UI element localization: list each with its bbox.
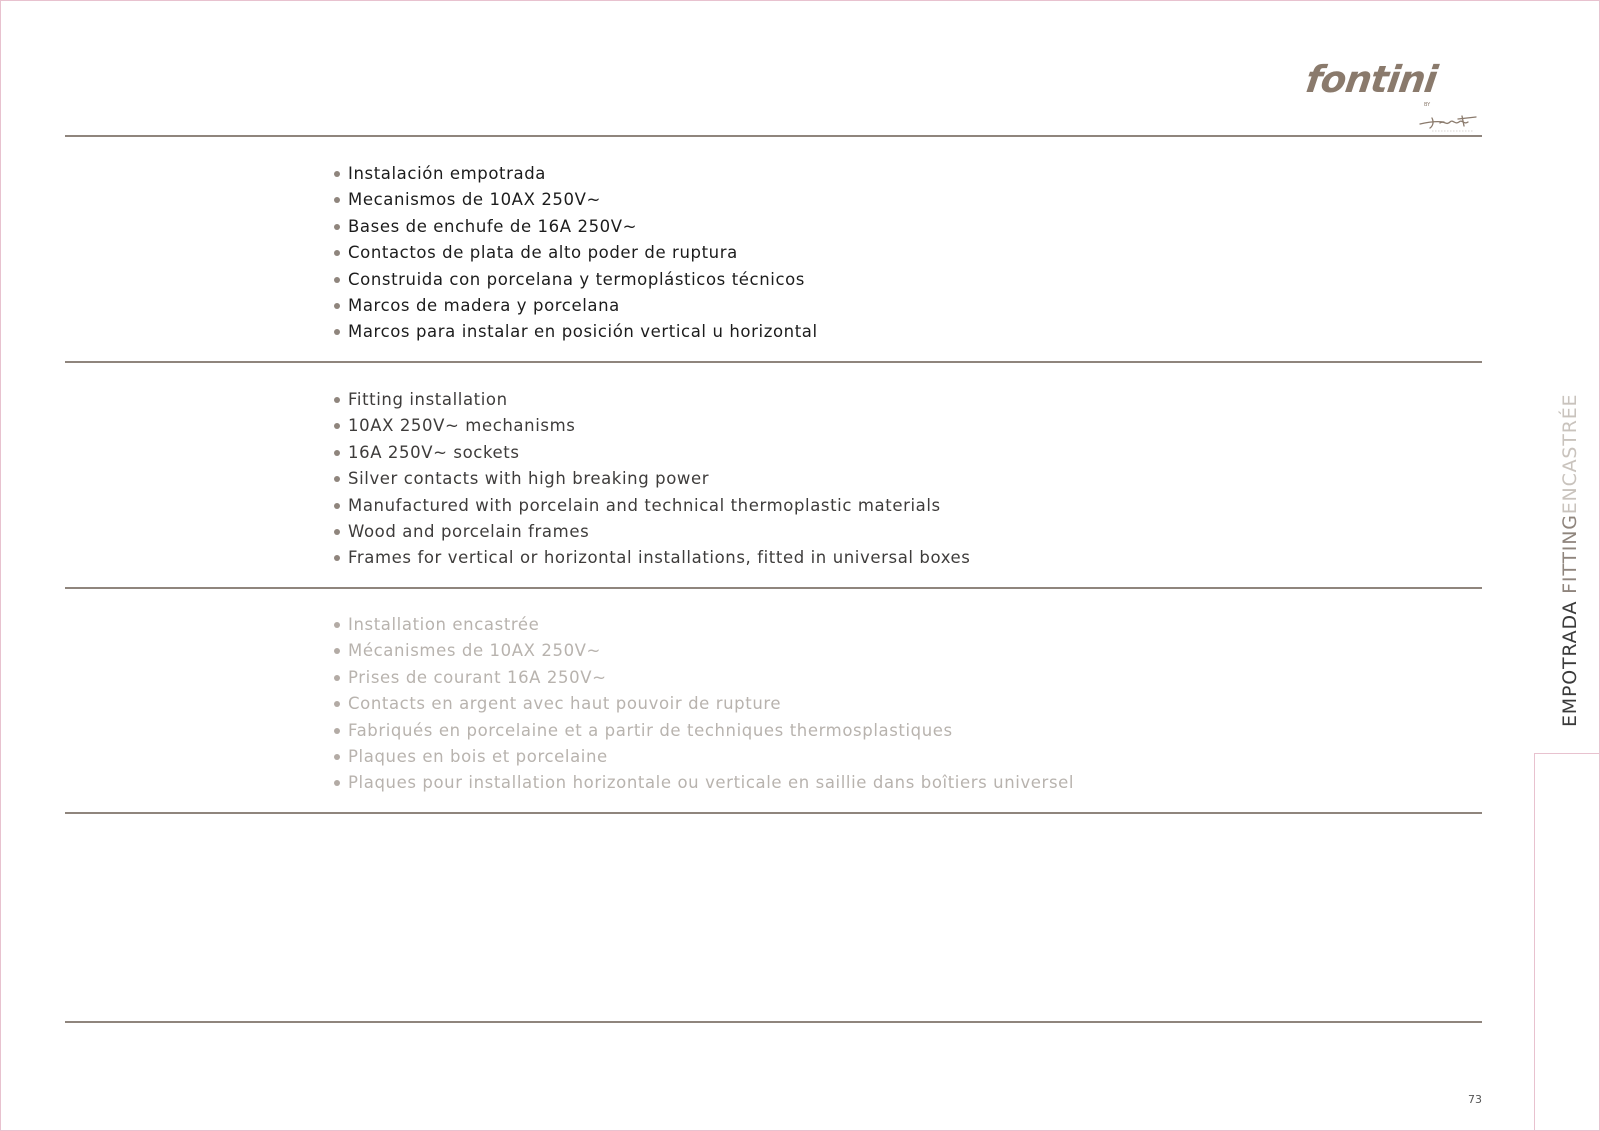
list-item-text: Contactos de plata de alto poder de ruptura	[348, 243, 738, 263]
page-number: 73	[1468, 1093, 1482, 1106]
english-features-list	[334, 387, 971, 572]
bullet-icon	[334, 397, 340, 403]
list-item	[334, 267, 818, 293]
list-item-text: Plaques pour installation horizontale ou verticale en saillie dans boîtiers universel	[348, 773, 1075, 793]
list-item	[334, 665, 1074, 691]
bullet-icon	[334, 780, 340, 786]
divider-2	[65, 587, 1482, 589]
list-item-text: Mecanismos de 10AX 250V~	[348, 190, 601, 210]
side-tab	[1534, 753, 1600, 1131]
divider-3	[65, 812, 1482, 814]
bullet-icon	[334, 754, 340, 760]
list-item-text: Wood and porcelain frames	[348, 521, 590, 541]
bullet-icon	[334, 171, 340, 177]
logo-wordmark: fontini	[1303, 58, 1440, 101]
bullet-icon	[334, 450, 340, 456]
list-item	[334, 612, 1074, 638]
bullet-icon	[334, 503, 340, 509]
divider-top	[65, 135, 1482, 137]
list-item	[334, 718, 1074, 744]
bullet-icon	[334, 476, 340, 482]
list-item-text: Installation encastrée	[348, 615, 540, 634]
divider-1	[65, 361, 1482, 363]
list-item	[334, 466, 971, 492]
list-item	[334, 214, 818, 240]
bullet-icon	[334, 675, 340, 681]
list-item	[334, 293, 818, 319]
bullet-icon	[334, 555, 340, 561]
list-item-text: Silver contacts with high breaking power	[348, 469, 710, 489]
list-item	[334, 413, 971, 439]
list-item-text: 16A 250V~ sockets	[348, 442, 520, 462]
list-item	[334, 319, 818, 345]
list-item-text: 10AX 250V~ mechanisms	[348, 416, 576, 436]
list-item-text: Plaques en bois et porcelaine	[348, 746, 608, 766]
list-item-text: Marcos de madera y porcelana	[348, 295, 620, 315]
list-item-text: Instalación empotrada	[348, 164, 546, 183]
logo-by-text: BY	[1424, 102, 1431, 108]
side-section-label	[1558, 394, 1582, 727]
list-item	[334, 387, 971, 413]
bullet-icon	[334, 701, 340, 707]
list-item-text: Fitting installation	[348, 390, 508, 409]
list-item	[334, 691, 1074, 717]
bullet-icon	[334, 529, 340, 535]
list-item	[334, 545, 971, 571]
bullet-icon	[334, 224, 340, 230]
list-item	[334, 770, 1074, 796]
bullet-icon	[334, 728, 340, 734]
bullet-icon	[334, 250, 340, 256]
list-item-text: Frames for vertical or horizontal installations, fitted in universal boxes	[348, 548, 971, 568]
signature-logo-icon	[1418, 110, 1480, 134]
list-item	[334, 161, 818, 187]
list-item-text: Bases de enchufe de 16A 250V~	[348, 216, 638, 236]
list-item	[334, 744, 1074, 770]
list-item-text: Construida con porcelana y termoplásticos técnicos	[348, 269, 806, 289]
bullet-icon	[334, 197, 340, 203]
list-item	[334, 440, 971, 466]
bullet-icon	[334, 423, 340, 429]
list-item	[334, 240, 818, 266]
side-label-encastree: ENCASTRÉE	[1559, 393, 1581, 515]
fontini-logo	[1303, 58, 1486, 138]
list-item	[334, 187, 818, 213]
bullet-icon	[334, 277, 340, 283]
side-label-empotrada: EMPOTRADA	[1559, 600, 1581, 727]
divider-bottom	[65, 1021, 1482, 1023]
list-item-text: Manufactured with porcelain and technical thermoplastic materials	[348, 495, 941, 515]
list-item-text: Fabriqués en porcelaine et a partir de techniques thermosplastiques	[348, 720, 953, 740]
list-item-text: Marcos para instalar en posición vertical u horizontal	[348, 322, 818, 342]
bullet-icon	[334, 329, 340, 335]
list-item	[334, 638, 1074, 664]
bullet-icon	[334, 648, 340, 654]
french-features-list	[334, 612, 1074, 797]
list-item-text: Contacts en argent avec haut pouvoir de rupture	[348, 694, 782, 714]
list-item	[334, 519, 971, 545]
list-item	[334, 493, 971, 519]
bullet-icon	[334, 622, 340, 628]
spanish-features-list	[334, 161, 818, 346]
bullet-icon	[334, 303, 340, 309]
list-item-text: Mécanismes de 10AX 250V~	[348, 641, 601, 661]
side-label-fitting: FITTING	[1559, 514, 1581, 594]
list-item-text: Prises de courant 16A 250V~	[348, 667, 607, 687]
